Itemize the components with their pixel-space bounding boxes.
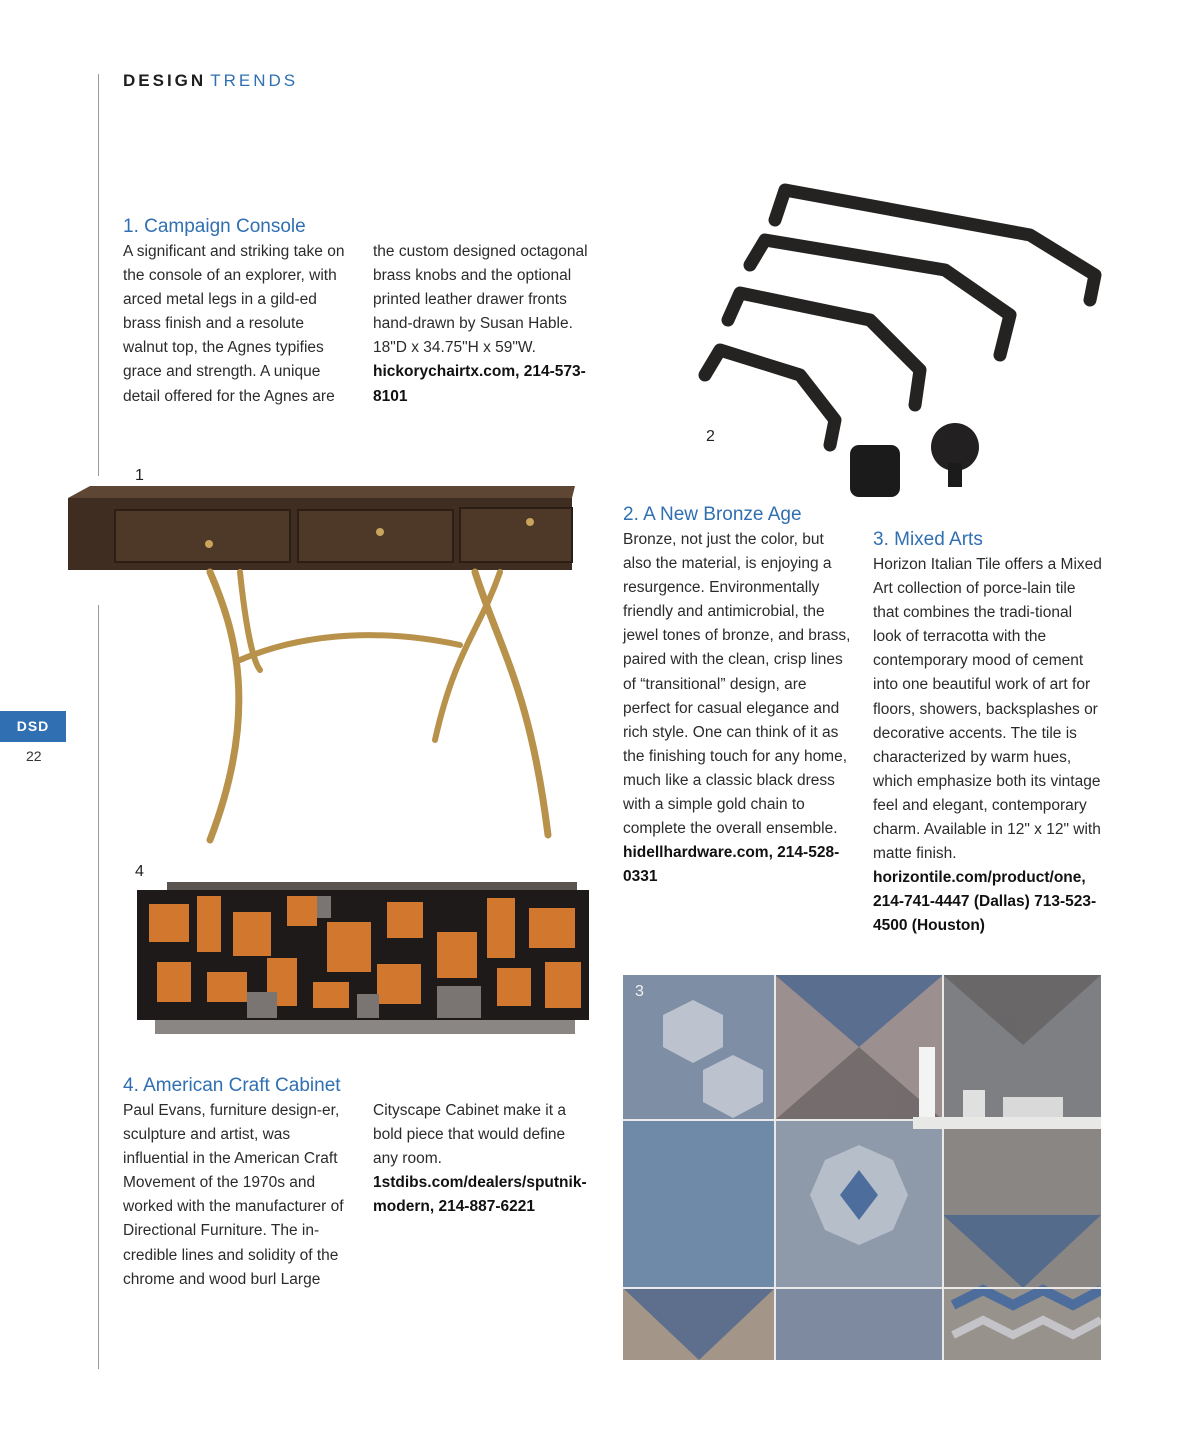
campaign-console-image xyxy=(60,480,580,850)
figure-label-4: 4 xyxy=(135,863,144,880)
figure-label-1: 1 xyxy=(135,467,144,484)
mixed-arts-body: Horizon Italian Tile offers a Mixed Art collection of porce-lain tile that combines the tradi-tional look of terracotta with the contemporary mood of cement into one beautiful work of art for floors, showers, backsplashes or decorative accents. The tile is characterized by warm hues, which emphasize both its vintage feel and elegant, contemporary charm. Available in 12" x 12" with matte finish. xyxy=(873,556,1102,863)
bronze-age-contact: hidellhardware.com, 214-528-0331 xyxy=(623,844,840,886)
campaign-console-body: the custom designed octagonal brass knobs and the optional printed leather drawer fronts hand-drawn by Susan Hable. 18"D x 34.75"H x 59"W. xyxy=(373,243,588,357)
american-craft-cabinet-body: Cityscape Cabinet make it a bold piece that would define any room. xyxy=(373,1102,566,1168)
campaign-console-contact: hickorychairtx.com, 214-573-8101 xyxy=(373,363,586,405)
section-header-primary: DESIGN xyxy=(123,71,207,90)
american-craft-cabinet-text-col2 xyxy=(373,1099,587,1219)
campaign-console-text-col1: A significant and striking take on the console of an explorer, with arced metal legs in a gild-ed brass finish and a resolute walnut top, the Agnes typifies grace and strength. A unique detail offered for the Agnes are xyxy=(123,243,345,405)
mixed-arts-text xyxy=(873,553,1103,939)
american-craft-cabinet-image xyxy=(137,882,589,1037)
mixed-arts-title: 3. Mixed Arts xyxy=(873,529,983,550)
bronze-age-body: Bronze, not just the color, but also the material, is enjoying a resurgence. Environmentally friendly and antimicrobial, the jewel tones of bronze, and brass, paired with the clean, crisp lines of “transitional” design, are perfect for casual elegance and rich style. One can think of it as the finishing touch for any home, much like a classic black dress with a simple gold chain to complete the overall ensemble. xyxy=(623,531,851,838)
mixed-arts-tile-image xyxy=(623,975,1101,1360)
page-number: 22 xyxy=(26,748,42,764)
bronze-age-title: 2. A New Bronze Age xyxy=(623,504,802,525)
figure-label-3: 3 xyxy=(635,983,644,1000)
mixed-arts-contact: horizontile.com/product/one, 214-741-4447 (Dallas) 713-523-4500 (Houston) xyxy=(873,869,1097,935)
magazine-tab: DSD xyxy=(0,711,66,742)
bronze-age-text xyxy=(623,528,851,889)
section-header-secondary: TRENDS xyxy=(210,71,299,90)
margin-rule-top xyxy=(98,74,99,476)
bronze-hardware-image xyxy=(690,175,1120,505)
figure-label-2: 2 xyxy=(706,428,715,445)
american-craft-cabinet-text-col1: Paul Evans, furniture design-er, sculpture and artist, was influential in the American Craft Movement of the 1970s and worked with the manufacturer of Directional Furniture. The in-credible lines and solidity of the chrome and wood burl Large xyxy=(123,1102,344,1288)
section-header xyxy=(123,71,298,91)
campaign-console-text-col2 xyxy=(373,240,601,409)
campaign-console-title: 1. Campaign Console xyxy=(123,216,306,237)
american-craft-cabinet-title: 4. American Craft Cabinet xyxy=(123,1075,341,1096)
american-craft-cabinet-contact: 1stdibs.com/dealers/sputnik-modern, 214-887-6221 xyxy=(373,1174,587,1216)
